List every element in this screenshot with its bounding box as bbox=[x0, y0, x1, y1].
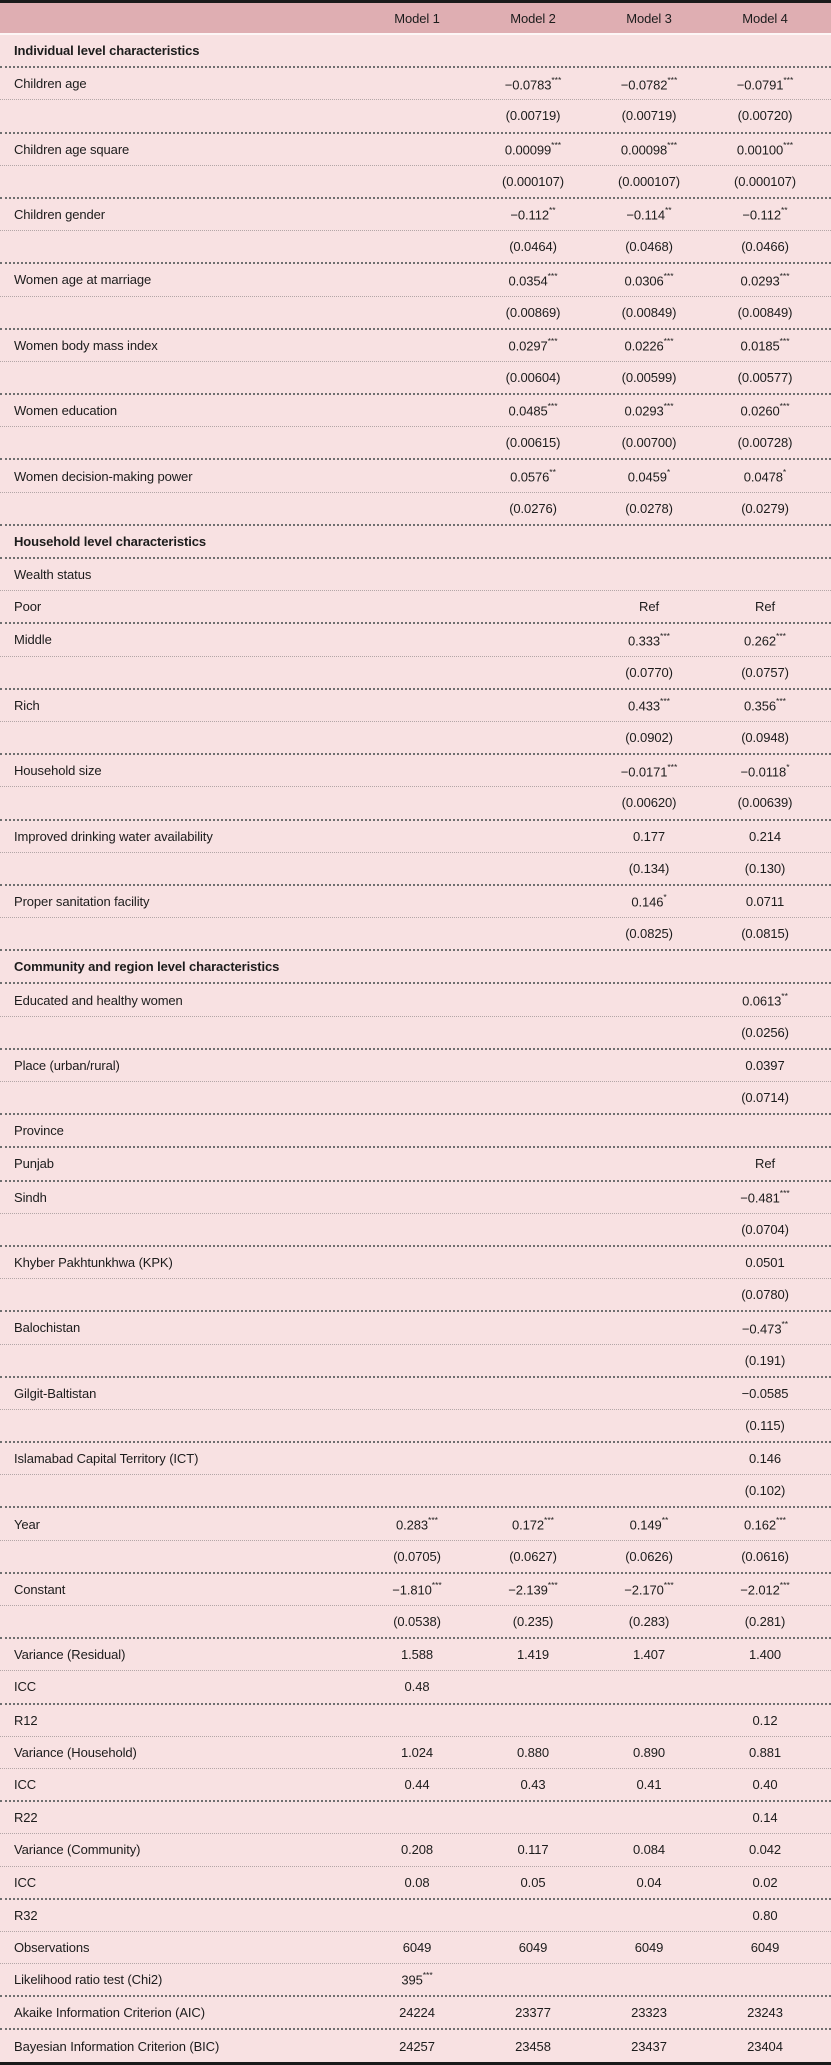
table-row bbox=[0, 458, 831, 491]
cell-model-1: 0.48 bbox=[404, 1679, 430, 1695]
cell-model-4: (0.0279) bbox=[741, 500, 789, 516]
table-row bbox=[0, 1376, 831, 1409]
table-row bbox=[0, 1768, 831, 1800]
table-row bbox=[0, 1670, 831, 1702]
row-label: Household size bbox=[14, 763, 102, 779]
cell-model-4: (0.191) bbox=[744, 1352, 786, 1368]
table-row bbox=[0, 1931, 831, 1963]
row-label: Constant bbox=[14, 1581, 66, 1597]
cell-model-2: (0.235) bbox=[512, 1614, 554, 1630]
row-label: ICC bbox=[14, 1777, 37, 1793]
table-row bbox=[0, 492, 831, 524]
row-label: Province bbox=[14, 1123, 64, 1139]
table-row bbox=[0, 1736, 831, 1768]
row-label: R12 bbox=[14, 1712, 38, 1728]
table-row bbox=[0, 393, 831, 426]
row-label: Children age bbox=[14, 76, 87, 92]
cell-model-3: (0.00719) bbox=[621, 108, 677, 124]
table-row bbox=[0, 1344, 831, 1376]
table-row bbox=[0, 1963, 831, 1995]
cell-model-4: (0.00728) bbox=[737, 435, 793, 451]
row-label: Community and region level characteristics bbox=[14, 959, 280, 975]
cell-model-2: −0.0783*** bbox=[504, 75, 562, 92]
cell-model-4: (0.0704) bbox=[741, 1221, 789, 1237]
table-header bbox=[0, 3, 831, 35]
cell-model-2: (0.000107) bbox=[502, 173, 564, 189]
cell-model-2: 0.0297*** bbox=[508, 337, 558, 354]
table-row bbox=[0, 262, 831, 295]
cell-model-4: 0.881 bbox=[748, 1744, 782, 1760]
cell-model-4: 0.146 bbox=[748, 1451, 782, 1467]
table-row bbox=[0, 1474, 831, 1506]
table-row bbox=[0, 590, 831, 622]
cell-model-2: 23458 bbox=[515, 2038, 551, 2054]
row-label: Variance (Household) bbox=[14, 1744, 137, 1760]
cell-model-4: 0.0397 bbox=[745, 1057, 785, 1073]
cell-model-4: −0.0585 bbox=[741, 1385, 789, 1401]
header-model-3: Model 3 bbox=[626, 10, 672, 26]
cell-model-4: −0.481*** bbox=[740, 1188, 790, 1206]
cell-model-1: 0.208 bbox=[400, 1842, 434, 1858]
table-row bbox=[0, 1833, 831, 1865]
cell-model-4: 0.262*** bbox=[744, 631, 786, 649]
cell-model-3: (0.00849) bbox=[621, 304, 677, 320]
cell-model-4: 0.12 bbox=[752, 1712, 778, 1728]
table-row bbox=[0, 1703, 831, 1736]
cell-model-3: 0.890 bbox=[632, 1744, 666, 1760]
cell-model-3: 0.149** bbox=[629, 1515, 669, 1533]
cell-model-3: (0.283) bbox=[628, 1614, 670, 1630]
cell-model-4: 0.0711 bbox=[745, 893, 785, 909]
cell-model-4: (0.0466) bbox=[741, 239, 789, 255]
table-row bbox=[0, 328, 831, 361]
cell-model-4: 1.400 bbox=[748, 1647, 782, 1663]
row-label: Sindh bbox=[14, 1189, 47, 1205]
table-row bbox=[0, 361, 831, 393]
cell-model-4: (0.281) bbox=[744, 1614, 786, 1630]
cell-model-2: 1.419 bbox=[516, 1647, 550, 1663]
cell-model-4: (0.0780) bbox=[741, 1287, 789, 1303]
cell-model-4: 0.00100*** bbox=[736, 140, 794, 158]
table-row bbox=[0, 917, 831, 949]
table-row bbox=[0, 1605, 831, 1637]
cell-model-2: 0.172*** bbox=[512, 1515, 554, 1533]
table-row bbox=[0, 1310, 831, 1343]
table-row bbox=[0, 66, 831, 99]
cell-model-3: 6049 bbox=[634, 1939, 664, 1955]
table-row bbox=[0, 1113, 831, 1146]
table-row bbox=[0, 1898, 831, 1931]
row-label: Khyber Pakhtunkhwa (KPK) bbox=[14, 1255, 173, 1271]
cell-model-4: (0.0948) bbox=[741, 730, 789, 746]
table-row bbox=[0, 1245, 831, 1278]
cell-model-2: 0.00099*** bbox=[504, 140, 562, 158]
cell-model-2: (0.00615) bbox=[505, 435, 561, 451]
row-label: Women education bbox=[14, 403, 118, 419]
cell-model-2: 23377 bbox=[515, 2005, 551, 2021]
cell-model-4: 0.042 bbox=[748, 1842, 782, 1858]
cell-model-4: 0.356*** bbox=[744, 697, 786, 714]
table-row bbox=[0, 688, 831, 721]
row-label: Women decision-making power bbox=[14, 468, 193, 484]
cell-model-4: (0.0714) bbox=[741, 1090, 789, 1106]
cell-model-3: (0.0902) bbox=[625, 730, 673, 746]
table-row bbox=[0, 2028, 831, 2061]
cell-model-3: (0.0278) bbox=[625, 500, 673, 516]
cell-model-3: Ref bbox=[639, 599, 659, 615]
cell-model-4: 0.02 bbox=[752, 1874, 778, 1890]
table-row bbox=[0, 1441, 831, 1474]
table-row bbox=[0, 786, 831, 818]
cell-model-4: (0.115) bbox=[745, 1417, 785, 1433]
row-label: Akaike Information Criterion (AIC) bbox=[14, 2005, 205, 2021]
table-row bbox=[0, 557, 831, 590]
cell-model-1: 0.44 bbox=[404, 1777, 430, 1793]
cell-model-1: 6049 bbox=[402, 1939, 432, 1955]
cell-model-4: (0.00577) bbox=[737, 369, 793, 385]
cell-model-4: 6049 bbox=[750, 1939, 780, 1955]
table-row bbox=[0, 1048, 831, 1081]
header-model-4: Model 4 bbox=[742, 10, 788, 26]
table-row bbox=[0, 1016, 831, 1048]
cell-model-2: −2.139*** bbox=[508, 1581, 558, 1598]
cell-model-2: (0.0464) bbox=[509, 239, 557, 255]
table-row bbox=[0, 982, 831, 1015]
row-label: Children gender bbox=[14, 207, 106, 223]
row-label: ICC bbox=[14, 1679, 37, 1695]
cell-model-3: −2.170*** bbox=[624, 1581, 674, 1598]
section-row bbox=[0, 524, 831, 557]
table-row bbox=[0, 884, 831, 917]
cell-model-3: 23437 bbox=[631, 2038, 667, 2054]
cell-model-3: (0.00700) bbox=[621, 435, 677, 451]
header-model-2: Model 2 bbox=[510, 10, 556, 26]
cell-model-4: 0.0185*** bbox=[740, 337, 790, 354]
cell-model-4: 0.40 bbox=[752, 1777, 778, 1793]
cell-model-1: 24257 bbox=[399, 2038, 435, 2054]
cell-model-4: −0.0118* bbox=[740, 762, 790, 779]
cell-model-4: Ref bbox=[755, 1156, 775, 1172]
cell-model-2: 0.0576** bbox=[510, 467, 556, 485]
cell-model-4: (0.00639) bbox=[737, 795, 793, 811]
table-row bbox=[0, 1146, 831, 1179]
table-row bbox=[0, 1506, 831, 1539]
row-label: R32 bbox=[14, 1907, 38, 1923]
table-row bbox=[0, 230, 831, 262]
cell-model-1: 24224 bbox=[399, 2005, 435, 2021]
cell-model-3: (0.000107) bbox=[618, 173, 680, 189]
cell-model-2: 0.117 bbox=[517, 1842, 549, 1858]
row-label: R22 bbox=[14, 1810, 38, 1826]
table-row bbox=[0, 165, 831, 197]
row-label: Likelihood ratio test (Chi2) bbox=[14, 1972, 163, 1988]
table-row bbox=[0, 1995, 831, 2028]
row-label: Variance (Community) bbox=[14, 1842, 141, 1858]
cell-model-3: 23323 bbox=[631, 2005, 667, 2021]
row-label: Wealth status bbox=[14, 567, 92, 583]
cell-model-4: 23404 bbox=[747, 2038, 783, 2054]
cell-model-4: (0.130) bbox=[744, 860, 786, 876]
table-row bbox=[0, 753, 831, 786]
cell-model-3: (0.00599) bbox=[621, 369, 677, 385]
cell-model-4: 0.162*** bbox=[744, 1515, 786, 1533]
cell-model-2: 0.0354*** bbox=[508, 271, 558, 289]
cell-model-2: 6049 bbox=[518, 1939, 548, 1955]
cell-model-4: 0.14 bbox=[752, 1810, 778, 1826]
cell-model-2: 0.0485*** bbox=[508, 402, 558, 419]
cell-model-3: 0.04 bbox=[636, 1874, 662, 1890]
row-label: Islamabad Capital Territory (ICT) bbox=[14, 1451, 199, 1467]
cell-model-4: Ref bbox=[755, 599, 775, 615]
cell-model-1: 1.024 bbox=[400, 1744, 434, 1760]
cell-model-4: 0.0613** bbox=[742, 991, 788, 1009]
row-label: Proper sanitation facility bbox=[14, 893, 150, 909]
table-row bbox=[0, 197, 831, 230]
cell-model-2: 0.880 bbox=[516, 1744, 550, 1760]
cell-model-2: (0.00604) bbox=[505, 369, 561, 385]
cell-model-3: 0.0459* bbox=[627, 467, 671, 485]
row-label: Educated and healthy women bbox=[14, 992, 183, 1008]
row-label: Gilgit-Baltistan bbox=[14, 1385, 97, 1401]
section-row bbox=[0, 35, 831, 66]
cell-model-3: −0.114** bbox=[626, 206, 672, 223]
row-label: Balochistan bbox=[14, 1320, 81, 1336]
header-model-1: Model 1 bbox=[394, 10, 440, 26]
cell-model-4: (0.0616) bbox=[741, 1548, 789, 1564]
cell-model-4: 0.0293*** bbox=[740, 271, 790, 289]
cell-model-4: −0.112** bbox=[742, 206, 788, 223]
cell-model-3: (0.0468) bbox=[625, 239, 673, 255]
cell-model-3: 0.0226*** bbox=[624, 337, 674, 354]
cell-model-4: 0.0260*** bbox=[740, 402, 790, 419]
cell-model-3: −0.0171*** bbox=[620, 762, 678, 779]
row-label: Punjab bbox=[14, 1156, 54, 1172]
table-row bbox=[0, 1180, 831, 1213]
row-label: Improved drinking water availability bbox=[14, 828, 213, 844]
table-row bbox=[0, 656, 831, 688]
cell-model-2: 0.43 bbox=[520, 1777, 546, 1793]
cell-model-4: (0.102) bbox=[744, 1483, 786, 1499]
cell-model-3: 0.41 bbox=[636, 1777, 662, 1793]
cell-model-3: (0.0825) bbox=[625, 926, 673, 942]
table-row bbox=[0, 1572, 831, 1605]
table-row bbox=[0, 1081, 831, 1113]
cell-model-4: (0.000107) bbox=[734, 173, 796, 189]
table-row bbox=[0, 819, 831, 852]
cell-model-1: 395*** bbox=[401, 1971, 433, 1988]
table-row bbox=[0, 1278, 831, 1310]
cell-model-3: 0.0293*** bbox=[624, 402, 674, 419]
cell-model-1: (0.0705) bbox=[393, 1548, 441, 1564]
row-label: Individual level characteristics bbox=[14, 43, 200, 59]
table-row bbox=[0, 1409, 831, 1441]
table-row bbox=[0, 426, 831, 458]
row-label: Variance (Residual) bbox=[14, 1647, 126, 1663]
cell-model-3: 0.433*** bbox=[628, 697, 670, 714]
table-row bbox=[0, 622, 831, 655]
table-row bbox=[0, 1540, 831, 1572]
cell-model-3: (0.134) bbox=[628, 860, 670, 876]
row-label: Place (urban/rural) bbox=[14, 1057, 120, 1073]
cell-model-4: −0.473** bbox=[741, 1319, 789, 1337]
table-row bbox=[0, 296, 831, 328]
table-row bbox=[0, 1866, 831, 1898]
cell-model-2: −0.112** bbox=[510, 206, 556, 223]
cell-model-3: −0.0782*** bbox=[620, 75, 678, 92]
section-row bbox=[0, 949, 831, 982]
cell-model-2: (0.00719) bbox=[505, 108, 561, 124]
table-row bbox=[0, 721, 831, 753]
cell-model-3: (0.0626) bbox=[625, 1548, 673, 1564]
cell-model-3: 0.0306*** bbox=[624, 271, 674, 289]
cell-model-3: 1.407 bbox=[632, 1647, 666, 1663]
row-label: ICC bbox=[14, 1874, 37, 1890]
table-row bbox=[0, 1637, 831, 1670]
cell-model-4: (0.0256) bbox=[741, 1024, 789, 1040]
table-row bbox=[0, 1213, 831, 1245]
cell-model-3: 0.177 bbox=[632, 828, 666, 844]
cell-model-4: −2.012*** bbox=[740, 1581, 790, 1598]
cell-model-3: 0.333*** bbox=[628, 631, 670, 649]
cell-model-4: 0.0501 bbox=[745, 1255, 785, 1271]
row-label: Poor bbox=[14, 599, 42, 615]
cell-model-1: 0.08 bbox=[404, 1874, 430, 1890]
cell-model-4: 0.0478* bbox=[743, 467, 787, 485]
cell-model-3: 0.084 bbox=[632, 1842, 666, 1858]
cell-model-1: 1.588 bbox=[400, 1647, 434, 1663]
row-label: Year bbox=[14, 1516, 40, 1532]
cell-model-2: (0.00869) bbox=[505, 304, 561, 320]
row-label: Children age square bbox=[14, 141, 130, 157]
cell-model-3: (0.00620) bbox=[621, 795, 677, 811]
cell-model-3: 0.00098*** bbox=[620, 140, 678, 158]
table-body bbox=[0, 35, 831, 2062]
cell-model-4: 0.80 bbox=[752, 1907, 778, 1923]
row-label: Rich bbox=[14, 697, 40, 713]
table-row bbox=[0, 852, 831, 884]
table-row bbox=[0, 99, 831, 131]
cell-model-2: (0.0276) bbox=[509, 500, 557, 516]
row-label: Household level characteristics bbox=[14, 533, 206, 549]
cell-model-1: 0.283*** bbox=[396, 1515, 438, 1533]
cell-model-4: (0.00849) bbox=[737, 304, 793, 320]
row-label: Observations bbox=[14, 1939, 90, 1955]
cell-model-2: (0.0627) bbox=[509, 1548, 557, 1564]
cell-model-2: 0.05 bbox=[520, 1874, 546, 1890]
cell-model-3: 0.146* bbox=[631, 893, 667, 910]
row-label: Women body mass index bbox=[14, 337, 158, 353]
cell-model-4: (0.0815) bbox=[741, 926, 789, 942]
table-row bbox=[0, 132, 831, 165]
cell-model-3: (0.0770) bbox=[625, 664, 673, 680]
row-label: Middle bbox=[14, 632, 52, 648]
cell-model-1: (0.0538) bbox=[393, 1614, 441, 1630]
cell-model-4: 23243 bbox=[747, 2005, 783, 2021]
table-row bbox=[0, 1800, 831, 1833]
row-label: Women age at marriage bbox=[14, 272, 152, 288]
cell-model-4: (0.00720) bbox=[737, 108, 793, 124]
row-label: Bayesian Information Criterion (BIC) bbox=[14, 2038, 220, 2054]
cell-model-4: 0.214 bbox=[748, 828, 782, 844]
cell-model-4: −0.0791*** bbox=[736, 75, 794, 92]
cell-model-1: −1.810*** bbox=[392, 1581, 442, 1598]
cell-model-4: (0.0757) bbox=[741, 664, 789, 680]
